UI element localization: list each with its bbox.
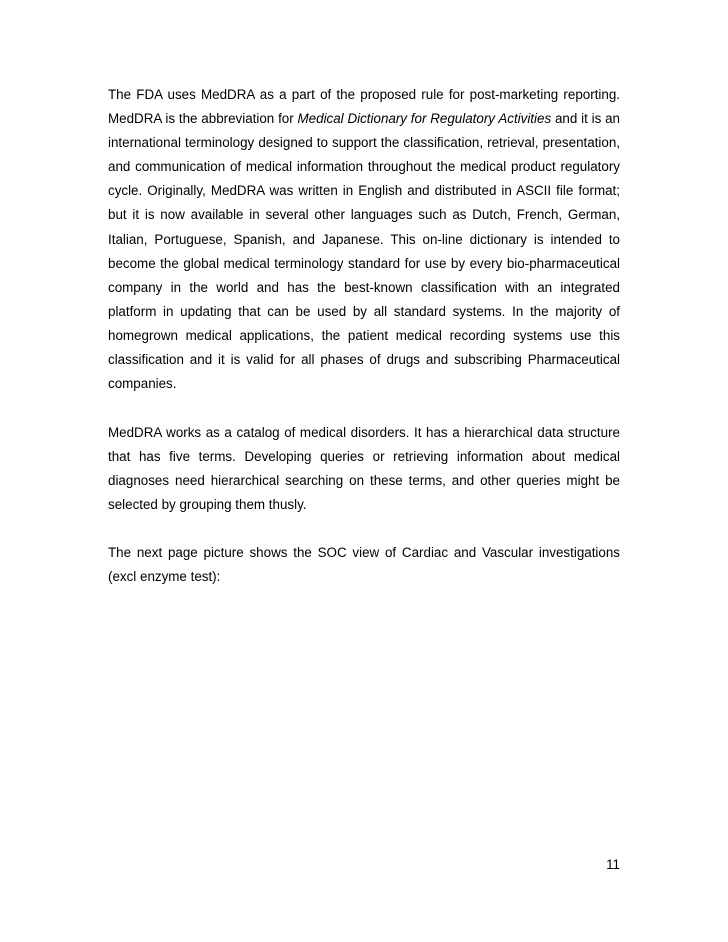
paragraph-soc-view [108,541,620,589]
paragraph-meddra-catalog [108,421,620,517]
paragraph-1-segment-1: The FDA uses MedDRA as a part of the proposed rule for post-marketing reporting. MedDRA is the abbreviation for [108,87,620,127]
paragraph-meddra-intro [108,83,620,396]
page-number: 11 [606,857,620,872]
body-text [108,83,620,614]
paragraph-3-segment-1: The next page picture shows the SOC view of Cardiac and Vascular investigations (excl enzyme test): [108,545,620,585]
paragraph-1-segment-3: and it is an international terminology designed to support the classification, retrieval, presentation, and communication of medical information throughout the medical product regulatory cycle. Originally, MedDRA was written in English and distributed in ASCII file format; but it is now available in several other languages such as Dutch, French, German, Italian, Portuguese, Spanish, and Japanese. This on-line dictionary is intended to become the global medical terminology standard for use by every bio-pharmaceutical company in the world and has the best-known classification with an integrated platform in updating that can be used by all standard systems. In the majority of homegrown medical applications, the patient medical recording systems use this classification and it is valid for all phases of drugs and subscribing Pharmaceutical companies. [108,111,621,392]
paragraph-2-segment-1: MedDRA works as a catalog of medical disorders. It has a hierarchical data structure that has five terms. Developing queries or retrieving information about medical diagnoses need hierarchical searching on these terms, and other queries might be selected by grouping them thusly. [108,424,620,512]
paragraph-1-segment-2-italic: Medical Dictionary for Regulatory Activities [297,111,552,127]
